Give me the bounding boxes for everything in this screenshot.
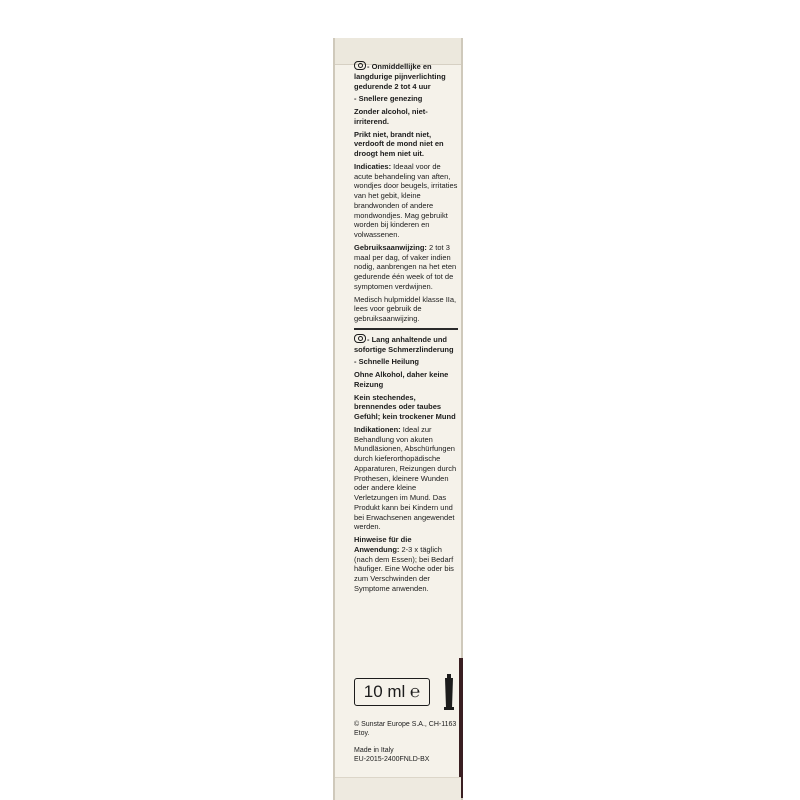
eye-icon [354,334,366,343]
legal-info [354,720,458,772]
de-indications-text: Ideal zur Behandlung von akuten Mundläsionen, Abschürfungen durch kieferorthopädische Apparaturen, Reizungen durch Prothesen, kleinere Wunden oder andere kleine Verletzungen im Mund. Das Produkt kann bei Kindern und bei Erwachsenen angewendet werden. [354,424,457,532]
text-panel [354,61,458,597]
nl-headline: - Onmiddellijke en langdurige pijnverlichting gedurende 2 tot 4 uur [354,62,446,91]
de-usage-text: 2-3 x täglich (nach dem Essen); bei Bedarf häufiger. Eine Woche oder bis zum Verschwinden der Symptome anwenden. [354,544,454,593]
de-headline: - Lang anhaltende und sofortige Schmerzlinderung [354,334,454,354]
nl-usage-text: 2 tot 3 maal per dag, of vaker indien nodig, aanbrengen na het eten gedurende één week of tot de symptomen verdwijnen. [354,242,457,291]
nl-usage [354,243,458,292]
de-indications-label: Indikationen: [354,424,401,434]
volume-label: 10 ml ℮ [354,678,430,706]
nl-indications-text: Ideaal voor de acute behandeling van aften, wondjes door beugels, irritaties van het gebit, kleine brandwonden of andere mondwondjes. Mag gebruikt worden bij kinderen en volwassenen. [354,161,458,239]
product-code: EU-2015-2400FNLD-BX [354,756,430,764]
box-bottom-flap [335,777,461,800]
de-alcohol: Ohne Alkohol, daher keine Reizung [354,370,449,389]
nl-healing: - Snellere genezing [354,94,423,104]
nl-feel: Prikt niet, brandt niet, verdooft de mond niet en droogt hem niet uit. [354,129,444,158]
nl-alcohol: Zonder alcohol, niet-irriterend. [354,107,428,126]
de-healing: - Schnelle Heilung [354,357,420,367]
de-indications [354,425,458,532]
eye-icon [354,61,366,70]
estimated-sign: ℮ [410,682,421,701]
nl-usage-label: Gebruiksaanwijzing: [354,242,427,252]
origin: Made in Italy [354,747,394,755]
de-usage [354,535,458,594]
nl-medical-notice: Medisch hulpmiddel klasse IIa, lees voor gebruik de gebruiksaanwijzing. [354,294,457,323]
product-box-side-panel [333,38,463,800]
de-feel: Kein stechendes, brennendes oder taubes Gefühl; kein trockener Mund [354,392,456,421]
nl-indications [354,162,458,240]
volume-row [354,678,458,708]
tube-icon [442,674,456,710]
copyright: © Sunstar Europe S.A., CH-1163 Etoy. [354,721,457,738]
de-usage-label: Hinweise für die Anwendung: [354,535,412,554]
section-divider [354,328,458,330]
nl-indications-label: Indicaties: [354,161,392,171]
